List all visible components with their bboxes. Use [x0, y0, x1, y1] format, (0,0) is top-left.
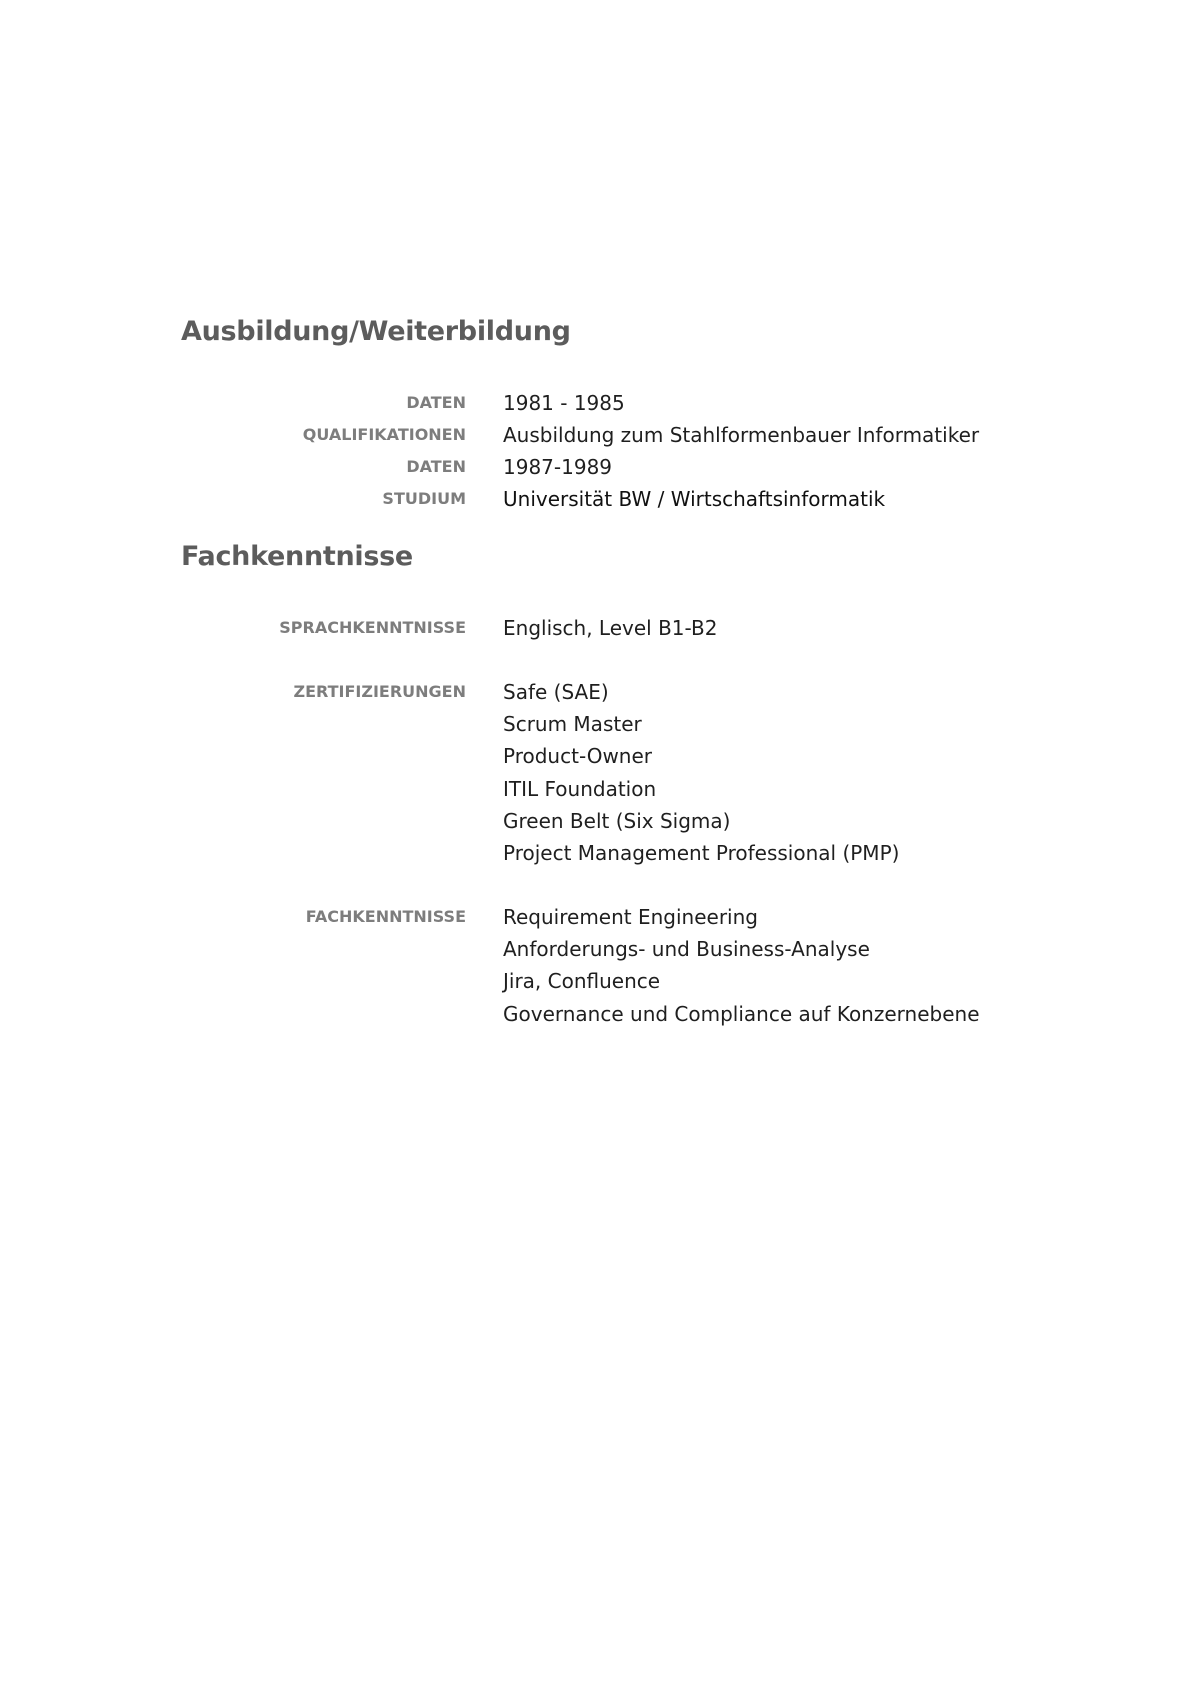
- skills-heading: Fachkenntnisse: [181, 541, 413, 572]
- expertise-list: [503, 901, 980, 1030]
- list-item: ITIL Foundation: [503, 776, 657, 801]
- certification-list: [503, 676, 899, 869]
- list-item: Jira, Confluence: [503, 969, 661, 994]
- education-value-study: Universität BW / Wirtschaftsinformatik: [503, 487, 886, 511]
- list-item: Anforderungs- und Business-Analyse: [503, 937, 870, 962]
- education-label-dates-1: DATEN: [406, 393, 466, 412]
- list-item: Requirement Engineering: [503, 905, 758, 929]
- list-item: Safe (SAE): [503, 680, 609, 704]
- skills-label-languages: SPRACHKENNTNISSE: [279, 618, 466, 637]
- education-label-study: STUDIUM: [382, 489, 466, 508]
- skills-label-expertise: FACHKENNTNISSE: [305, 907, 466, 926]
- education-label-qualifications: QUALIFIKATIONEN: [302, 425, 466, 444]
- list-item: Green Belt (Six Sigma): [503, 808, 731, 833]
- list-item: Product-Owner: [503, 744, 653, 769]
- education-value-dates-1: 1981 - 1985: [503, 391, 625, 415]
- list-item: Scrum Master: [503, 712, 642, 737]
- education-value-dates-2: 1987-1989: [503, 455, 613, 479]
- list-item: Governance und Compliance auf Konzernebene: [503, 1001, 980, 1026]
- education-value-qualifications: Ausbildung zum Stahlformenbauer Informatiker: [503, 423, 980, 447]
- education-label-dates-2: DATEN: [406, 457, 466, 476]
- list-item: Englisch, Level B1-B2: [503, 616, 718, 640]
- education-heading: Ausbildung/Weiterbildung: [181, 316, 571, 347]
- language-list: [503, 612, 717, 644]
- list-item: Project Management Professional (PMP): [503, 841, 900, 866]
- skills-label-certifications: ZERTIFIZIERUNGEN: [293, 682, 466, 701]
